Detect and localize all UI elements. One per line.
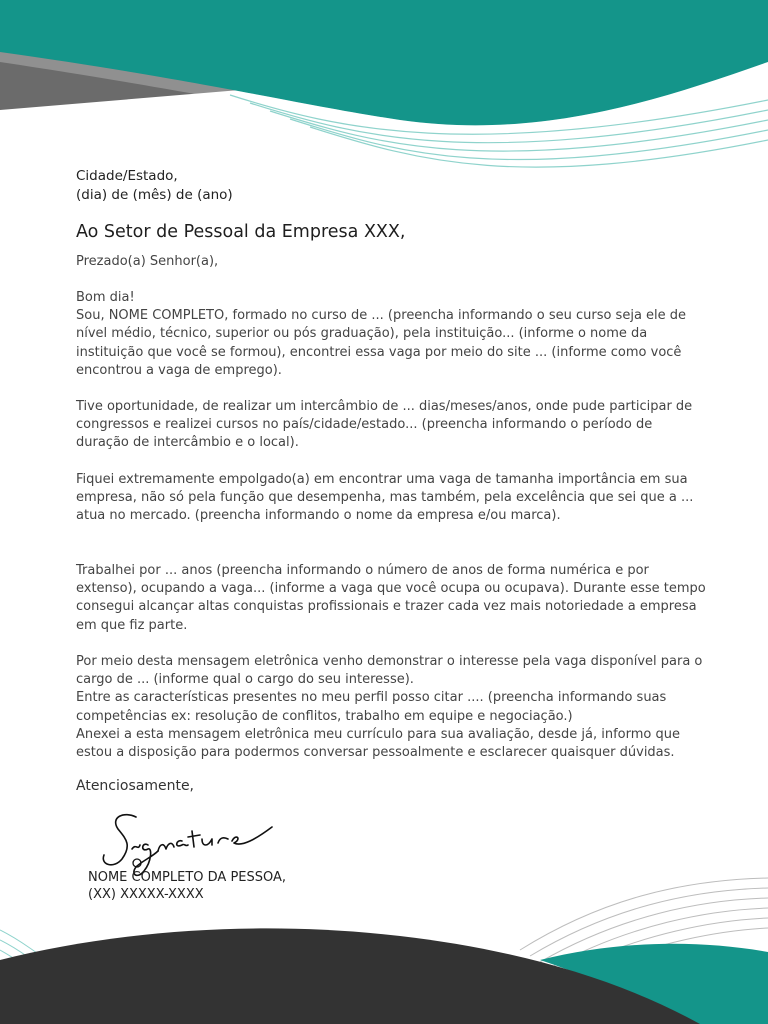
- paragraph-exchange: Tive oportunidade, de realizar um intercâmbio de ... dias/meses/anos, onde pude participar de congressos e realizei cursos no país/cidade/estado... (preencha informando o período de duração de intercâmbio e o local).: [76, 399, 693, 451]
- top-wave-decoration: [0, 0, 768, 190]
- greeting: Prezado(a) Senhor(a),: [76, 254, 219, 269]
- sender-city: Cidade/Estado,: [76, 168, 178, 184]
- paragraph-motivation: Fiquei extremamente empolgado(a) em encontrar uma vaga de tamanha importância em sua empresa, não só pela função que desempenha, mas também, pela excelência que sei que a ... atua no mercado. (preencha informando o nome da empresa e/ou marca).: [76, 472, 694, 524]
- closing: Atenciosamente,: [76, 778, 195, 794]
- letter-date: (dia) de (mês) de (ano): [76, 187, 233, 203]
- sender-phone: (XX) XXXXX-XXXX: [88, 887, 204, 902]
- paragraph-introduction: Bom dia! Sou, NOME COMPLETO, formado no curso de ... (preencha informando o seu curso seja ele de nível médio, técnico, superior ou pós graduação), pela instituição... (informe o nome da instituição que você se formou), encontrei essa vaga por meio do site ... (informe como você encontrou a vaga de emprego).: [76, 290, 687, 378]
- paragraph-interest: Por meio desta mensagem eletrônica venho demonstrar o interesse pela vaga disponível para o cargo de ... (informe qual o cargo do seu interesse). Entre as características presentes no meu perfil posso citar .... (preencha informando suas competências ex: resolução de conflitos, trabalho em equipe e negociação.) Anexei a esta mensagem eletrônica meu currículo para sua avaliação, desde já, informo que estou a disposição para podermos conversar pessoalmente e esclarecer quaisquer dúvidas.: [76, 654, 703, 761]
- sender-name: NOME COMPLETO DA PESSOA,: [88, 870, 287, 885]
- paragraph-experience: Trabalhei por ... anos (preencha informando o número de anos de forma numérica e por extenso), ocupando a vaga... (informe a vaga que você ocupa ou ocupava). Durante esse tempo consegui alcançar altas conquistas profissionais e trazer cada vez mais notoriedade a empresa em que fiz parte.: [76, 563, 706, 633]
- recipient-heading: Ao Setor de Pessoal da Empresa XXX,: [76, 222, 406, 242]
